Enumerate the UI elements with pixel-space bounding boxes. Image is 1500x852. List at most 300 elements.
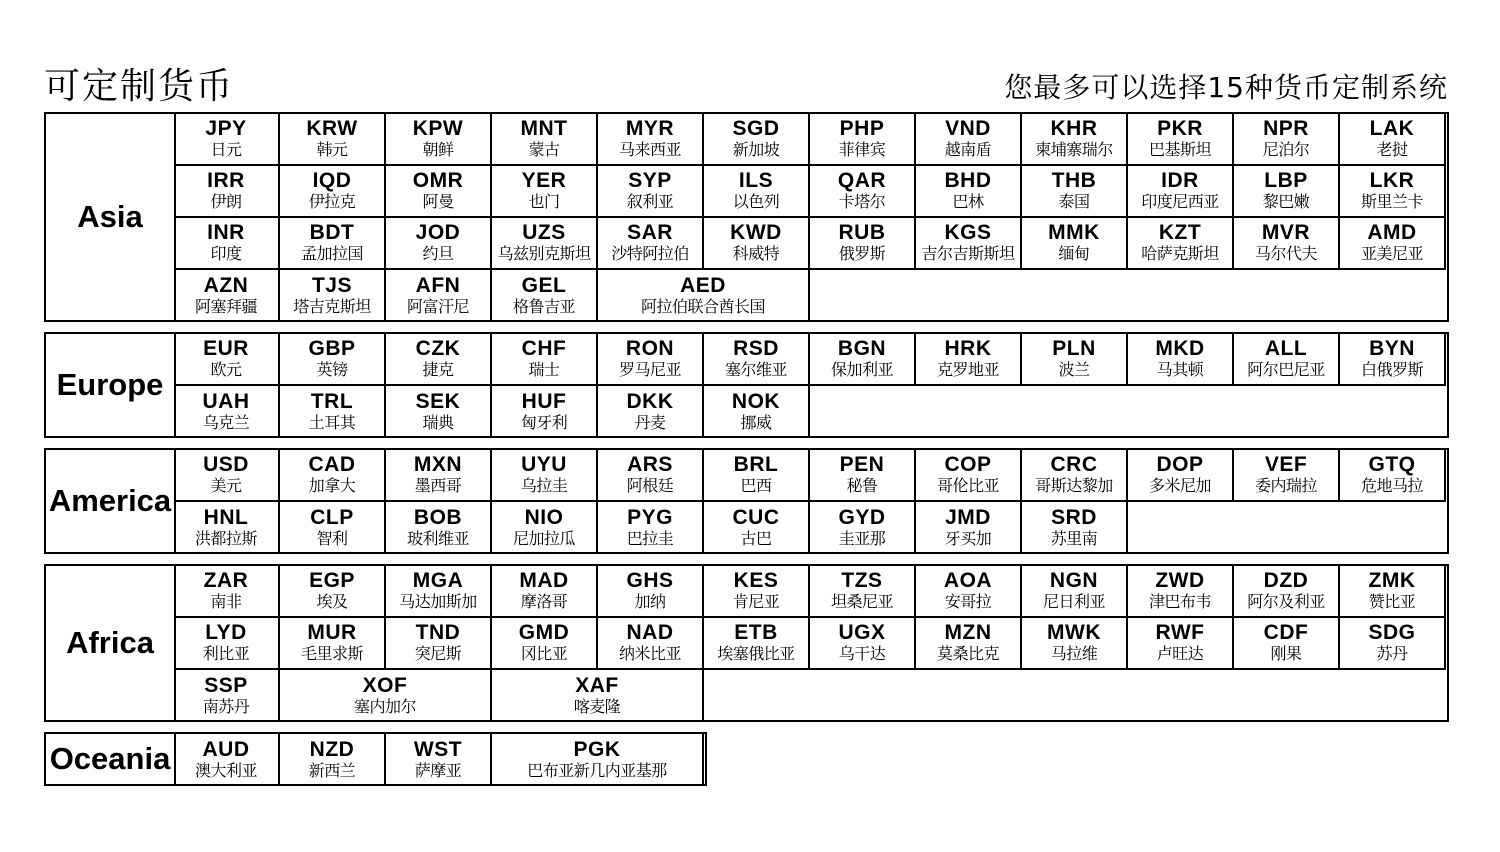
currency-cell-krw	[280, 114, 386, 166]
currency-name: 津巴布韦	[1148, 592, 1211, 611]
currency-cell-huf	[492, 386, 598, 438]
currency-cell-bhd	[916, 166, 1022, 218]
currency-cell-chf	[492, 334, 598, 386]
currency-code: SYP	[628, 169, 672, 192]
empty-cell	[810, 386, 1447, 438]
currency-code: RUB	[838, 221, 886, 244]
currency-cell-mxn	[386, 450, 492, 502]
currency-code: OMR	[412, 169, 464, 192]
currency-cell-all	[1234, 334, 1340, 386]
region-label: Asia	[46, 114, 176, 320]
currency-cell-rub	[810, 218, 916, 270]
region-europe	[44, 332, 1449, 438]
currency-code: GMD	[518, 621, 570, 644]
currency-cell-vef	[1234, 450, 1340, 502]
currency-cell-sek	[386, 386, 492, 438]
currency-name: 印度	[210, 244, 242, 263]
currency-name: 英镑	[316, 360, 348, 379]
currency-cell-etb	[704, 618, 810, 670]
currency-name: 韩元	[316, 140, 348, 159]
currency-cell-kpw	[386, 114, 492, 166]
region-label: Europe	[46, 334, 176, 436]
currency-code: BOB	[413, 506, 463, 529]
currency-cell-zmk	[1340, 566, 1446, 618]
currency-cell-srd	[1022, 502, 1128, 554]
currency-cell-cdf	[1234, 618, 1340, 670]
currency-code: TJS	[311, 274, 352, 297]
currency-code: SRD	[1051, 506, 1097, 529]
currency-code: JMD	[945, 506, 991, 529]
currency-name: 巴西	[740, 476, 772, 495]
currency-name: 以色列	[732, 192, 780, 211]
currency-name: 加拿大	[308, 476, 356, 495]
currency-cell-gbp	[280, 334, 386, 386]
currency-name: 土耳其	[308, 413, 356, 432]
currency-cell-zar	[174, 566, 280, 618]
currency-cell-cad	[280, 450, 386, 502]
currency-name: 南苏丹	[202, 697, 250, 716]
currency-code: NZD	[309, 738, 355, 761]
currency-code: UGX	[838, 621, 886, 644]
currency-code: ZWD	[1155, 569, 1205, 592]
currency-code: GYD	[838, 506, 886, 529]
currency-name: 坦桑尼亚	[830, 592, 893, 611]
currency-code: XAF	[575, 674, 619, 697]
currency-name: 萨摩亚	[414, 761, 462, 780]
currency-code: ALL	[1264, 337, 1308, 360]
currency-name: 喀麦隆	[573, 697, 621, 716]
currency-cell-hnl	[174, 502, 280, 554]
currency-cell-dop	[1128, 450, 1234, 502]
currency-code: MWK	[1047, 621, 1101, 644]
currency-cell-jmd	[916, 502, 1022, 554]
currency-cell-nok	[704, 386, 810, 438]
currency-code: GBP	[308, 337, 356, 360]
currency-cell-pgk	[492, 734, 704, 786]
page-title: 可定制货币	[44, 66, 235, 107]
currency-code: AFN	[415, 274, 461, 297]
currency-code: LKR	[1369, 169, 1415, 192]
currency-cell-sar	[598, 218, 704, 270]
currency-cell-sdg	[1340, 618, 1446, 670]
currency-name: 阿拉伯联合酋长国	[640, 297, 765, 316]
currency-cell-pyg	[598, 502, 704, 554]
currency-code: PHP	[839, 117, 885, 140]
currency-name: 莫桑比克	[936, 644, 999, 663]
currency-code: EUR	[203, 337, 249, 360]
currency-code: AOA	[943, 569, 993, 592]
currency-code: IDR	[1161, 169, 1199, 192]
currency-name: 多米尼加	[1148, 476, 1211, 495]
currency-code: TZS	[841, 569, 883, 592]
currency-name: 保加利亚	[830, 360, 893, 379]
currency-code: NOK	[731, 390, 781, 413]
currency-name: 斯里兰卡	[1360, 192, 1423, 211]
currency-cell-vnd	[916, 114, 1022, 166]
currency-cell-mga	[386, 566, 492, 618]
currency-name: 智利	[316, 529, 348, 548]
currency-code: CHF	[521, 337, 567, 360]
currency-code: ZAR	[203, 569, 249, 592]
currency-name: 乌克兰	[202, 413, 250, 432]
currency-cell-rsd	[704, 334, 810, 386]
currency-code: GTQ	[1368, 453, 1416, 476]
currency-name: 利比亚	[202, 644, 250, 663]
currency-name: 危地马拉	[1360, 476, 1423, 495]
currency-name: 菲律宾	[838, 140, 886, 159]
currency-name: 俄罗斯	[838, 244, 886, 263]
currency-name: 马来西亚	[618, 140, 681, 159]
currency-cell-qar	[810, 166, 916, 218]
currency-code: DOP	[1156, 453, 1204, 476]
currency-cell-tzs	[810, 566, 916, 618]
currency-cell-ron	[598, 334, 704, 386]
currency-code: PKR	[1157, 117, 1203, 140]
currency-cell-nio	[492, 502, 598, 554]
currency-name: 伊拉克	[308, 192, 356, 211]
currency-name: 亚美尼亚	[1360, 244, 1423, 263]
currency-cell-pkr	[1128, 114, 1234, 166]
currency-name: 克罗地亚	[936, 360, 999, 379]
currency-cell-pln	[1022, 334, 1128, 386]
currency-code: BRL	[733, 453, 779, 476]
currency-name: 马其顿	[1156, 360, 1204, 379]
currency-name: 赞比亚	[1368, 592, 1416, 611]
currency-name: 卡塔尔	[838, 192, 886, 211]
currency-code: DZD	[1263, 569, 1309, 592]
currency-cell-bgn	[810, 334, 916, 386]
currency-name: 尼加拉瓜	[512, 529, 575, 548]
empty-cell	[810, 270, 1447, 322]
currency-cell-xof	[280, 670, 492, 722]
currency-code: ARS	[627, 453, 673, 476]
currency-cell-kes	[704, 566, 810, 618]
currency-cell-lak	[1340, 114, 1446, 166]
currency-code: CLP	[310, 506, 354, 529]
currency-cell-eur	[174, 334, 280, 386]
currency-cell-idr	[1128, 166, 1234, 218]
currency-name: 缅甸	[1058, 244, 1090, 263]
currency-code: GEL	[521, 274, 567, 297]
currency-code: RON	[625, 337, 675, 360]
currency-name: 巴拉圭	[626, 529, 674, 548]
currency-name: 科威特	[732, 244, 780, 263]
currency-cell-mvr	[1234, 218, 1340, 270]
currency-cell-lyd	[174, 618, 280, 670]
currency-name: 哈萨克斯坦	[1141, 244, 1219, 263]
currency-code: YER	[521, 169, 567, 192]
currency-cell-omr	[386, 166, 492, 218]
currency-cell-uah	[174, 386, 280, 438]
currency-cell-gel	[492, 270, 598, 322]
currency-name: 牙买加	[944, 529, 992, 548]
currency-code: ETB	[734, 621, 778, 644]
currency-name: 罗马尼亚	[618, 360, 681, 379]
currency-name: 马尔代夫	[1254, 244, 1317, 263]
currency-cell-azn	[174, 270, 280, 322]
currency-code: MUR	[307, 621, 357, 644]
currency-name: 哥伦比亚	[936, 476, 999, 495]
currency-code: BDT	[309, 221, 355, 244]
currency-cell-jod	[386, 218, 492, 270]
currency-name: 马拉维	[1050, 644, 1098, 663]
region-label: Africa	[46, 566, 176, 720]
currency-code: NGN	[1049, 569, 1099, 592]
currency-code: RSD	[733, 337, 779, 360]
currency-code: KPW	[412, 117, 464, 140]
currency-cell-bdt	[280, 218, 386, 270]
currency-code: SGD	[732, 117, 780, 140]
currency-code: UZS	[522, 221, 566, 244]
currency-cell-ssp	[174, 670, 280, 722]
currency-name: 古巴	[740, 529, 772, 548]
currency-code: NAD	[626, 621, 674, 644]
currency-cell-aud	[174, 734, 280, 786]
currency-name: 纳米比亚	[618, 644, 681, 663]
currency-cell-czk	[386, 334, 492, 386]
currency-cell-gmd	[492, 618, 598, 670]
currency-cell-uzs	[492, 218, 598, 270]
currency-code: GHS	[626, 569, 674, 592]
currency-name: 南非	[210, 592, 242, 611]
currency-code: MAD	[519, 569, 569, 592]
currency-name: 苏丹	[1376, 644, 1408, 663]
currency-code: SDG	[1368, 621, 1416, 644]
currency-name: 塞尔维亚	[724, 360, 787, 379]
currency-cell-clp	[280, 502, 386, 554]
currency-cell-ghs	[598, 566, 704, 618]
currency-cell-php	[810, 114, 916, 166]
currency-cell-yer	[492, 166, 598, 218]
currency-name: 澳大利亚	[194, 761, 257, 780]
currency-code: CDF	[1263, 621, 1309, 644]
currency-name: 朝鲜	[422, 140, 454, 159]
currency-code: SAR	[627, 221, 673, 244]
currency-name: 卢旺达	[1156, 644, 1204, 663]
currency-code: KWD	[730, 221, 782, 244]
currency-cell-ugx	[810, 618, 916, 670]
currency-name: 加纳	[634, 592, 666, 611]
currency-cell-ars	[598, 450, 704, 502]
region-oceania	[44, 732, 707, 786]
currency-code: KES	[733, 569, 779, 592]
currency-name: 新加坡	[732, 140, 780, 159]
currency-cell-kgs	[916, 218, 1022, 270]
currency-code: WST	[413, 738, 463, 761]
currency-cell-bob	[386, 502, 492, 554]
currency-code: UYU	[521, 453, 567, 476]
currency-name: 巴林	[952, 192, 984, 211]
currency-cell-tnd	[386, 618, 492, 670]
currency-cell-mzn	[916, 618, 1022, 670]
currency-code: TRL	[310, 390, 354, 413]
currency-code: MMK	[1048, 221, 1100, 244]
currency-name: 洪都拉斯	[194, 529, 257, 548]
currency-cell-kwd	[704, 218, 810, 270]
currency-cell-crc	[1022, 450, 1128, 502]
region-label: America	[46, 450, 176, 552]
currency-code: THB	[1051, 169, 1097, 192]
currency-name: 委内瑞拉	[1254, 476, 1317, 495]
currency-name: 蒙古	[528, 140, 560, 159]
currency-cell-mmk	[1022, 218, 1128, 270]
currency-code: AED	[680, 274, 726, 297]
currency-name: 美元	[210, 476, 242, 495]
currency-name: 叙利亚	[626, 192, 674, 211]
currency-cell-trl	[280, 386, 386, 438]
currency-code: MXN	[413, 453, 463, 476]
currency-code: PGK	[573, 738, 621, 761]
currency-cell-mad	[492, 566, 598, 618]
currency-cell-ils	[704, 166, 810, 218]
currency-cell-lbp	[1234, 166, 1340, 218]
currency-name: 阿富汗尼	[406, 297, 469, 316]
currency-code: SEK	[415, 390, 461, 413]
currency-name: 约旦	[422, 244, 454, 263]
currency-cell-xaf	[492, 670, 704, 722]
currency-code: CZK	[415, 337, 461, 360]
currency-code: UAH	[202, 390, 250, 413]
currency-cell-byn	[1340, 334, 1446, 386]
currency-cell-tjs	[280, 270, 386, 322]
currency-cell-brl	[704, 450, 810, 502]
currency-cell-dzd	[1234, 566, 1340, 618]
currency-name: 也门	[528, 192, 560, 211]
currency-name: 乌拉圭	[520, 476, 568, 495]
currency-code: AMD	[1367, 221, 1417, 244]
currency-name: 捷克	[422, 360, 454, 379]
currency-cell-iqd	[280, 166, 386, 218]
currency-cell-gtq	[1340, 450, 1446, 502]
currency-code: ILS	[738, 169, 774, 192]
currency-name: 秘鲁	[846, 476, 878, 495]
currency-code: CUC	[732, 506, 780, 529]
currency-cell-lkr	[1340, 166, 1446, 218]
currency-name: 匈牙利	[520, 413, 568, 432]
currency-name: 塔吉克斯坦	[293, 297, 371, 316]
currency-cell-afn	[386, 270, 492, 322]
currency-cell-pen	[810, 450, 916, 502]
currency-code: JPY	[205, 117, 247, 140]
currency-name: 肯尼亚	[732, 592, 780, 611]
currency-cell-kzt	[1128, 218, 1234, 270]
currency-code: BYN	[1369, 337, 1415, 360]
currency-code: EGP	[309, 569, 355, 592]
currency-cell-khr	[1022, 114, 1128, 166]
currency-code: SSP	[204, 674, 248, 697]
currency-name: 刚果	[1270, 644, 1302, 663]
currency-code: LYD	[205, 621, 247, 644]
currency-cell-myr	[598, 114, 704, 166]
currency-cell-zwd	[1128, 566, 1234, 618]
currency-cell-egp	[280, 566, 386, 618]
currency-name: 塞内加尔	[353, 697, 416, 716]
currency-code: KHR	[1050, 117, 1098, 140]
currency-code: MKD	[1155, 337, 1205, 360]
currency-name: 埃塞俄比亚	[717, 644, 795, 663]
currency-name: 哥斯达黎加	[1035, 476, 1113, 495]
currency-cell-mnt	[492, 114, 598, 166]
currency-code: KRW	[306, 117, 358, 140]
currency-name: 尼泊尔	[1262, 140, 1310, 159]
currency-cell-aoa	[916, 566, 1022, 618]
currency-code: USD	[203, 453, 249, 476]
currency-code: CRC	[1050, 453, 1098, 476]
currency-cell-amd	[1340, 218, 1446, 270]
currency-code: MZN	[944, 621, 992, 644]
currency-cell-usd	[174, 450, 280, 502]
currency-code: PEN	[839, 453, 885, 476]
currency-name: 白俄罗斯	[1360, 360, 1423, 379]
currency-name: 格鲁吉亚	[512, 297, 575, 316]
region-africa	[44, 564, 1449, 722]
currency-code: VND	[945, 117, 991, 140]
currency-name: 阿根廷	[626, 476, 674, 495]
currency-cell-wst	[386, 734, 492, 786]
currency-name: 阿塞拜疆	[194, 297, 257, 316]
region-label: Oceania	[46, 734, 176, 784]
currency-name: 苏里南	[1050, 529, 1098, 548]
currency-name: 埃及	[316, 592, 348, 611]
currency-code: HNL	[203, 506, 249, 529]
currency-cell-mkd	[1128, 334, 1234, 386]
currency-name: 巴基斯坦	[1148, 140, 1211, 159]
currency-name: 墨西哥	[414, 476, 462, 495]
currency-name: 瑞典	[422, 413, 454, 432]
currency-cell-irr	[174, 166, 280, 218]
currency-name: 毛里求斯	[300, 644, 363, 663]
region-asia	[44, 112, 1449, 322]
currency-cell-nad	[598, 618, 704, 670]
currency-code: KGS	[944, 221, 992, 244]
currency-cell-uyu	[492, 450, 598, 502]
currency-code: NIO	[524, 506, 564, 529]
currency-cell-syp	[598, 166, 704, 218]
region-america	[44, 448, 1449, 554]
currency-name: 突尼斯	[414, 644, 462, 663]
currency-name: 越南盾	[944, 140, 992, 159]
currency-cell-npr	[1234, 114, 1340, 166]
currency-code: INR	[207, 221, 245, 244]
currency-name: 瑞士	[528, 360, 560, 379]
currency-name: 波兰	[1058, 360, 1090, 379]
currency-name: 玻利维亚	[406, 529, 469, 548]
currency-cell-rwf	[1128, 618, 1234, 670]
page-subtitle: 您最多可以选择15种货币定制系统	[1004, 71, 1448, 104]
currency-cell-nzd	[280, 734, 386, 786]
currency-cell-gyd	[810, 502, 916, 554]
currency-code: PYG	[627, 506, 673, 529]
currency-name: 圭亚那	[838, 529, 886, 548]
currency-code: IQD	[312, 169, 352, 192]
currency-code: HRK	[944, 337, 992, 360]
currency-name: 阿尔及利亚	[1247, 592, 1325, 611]
currency-name: 马达加斯加	[399, 592, 477, 611]
currency-code: NPR	[1263, 117, 1309, 140]
currency-name: 摩洛哥	[520, 592, 568, 611]
currency-code: BGN	[837, 337, 887, 360]
currency-cell-cop	[916, 450, 1022, 502]
currency-code: JOD	[415, 221, 461, 244]
currency-name: 新西兰	[308, 761, 356, 780]
currency-cell-aed	[598, 270, 810, 322]
currency-name: 巴布亚新几内亚基那	[527, 761, 667, 780]
currency-code: KZT	[1158, 221, 1202, 244]
currency-name: 沙特阿拉伯	[611, 244, 689, 263]
currency-code: DKK	[626, 390, 674, 413]
currency-cell-mur	[280, 618, 386, 670]
currency-name: 挪威	[740, 413, 772, 432]
